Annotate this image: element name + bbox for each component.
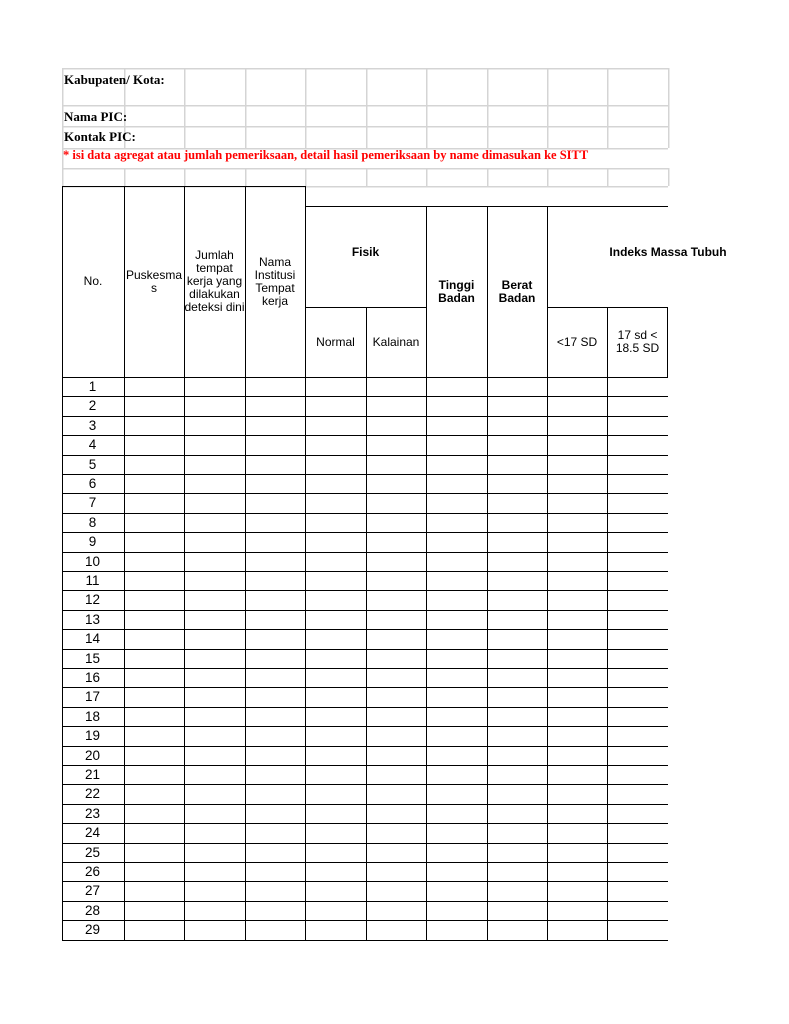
row-number: 5 — [88, 456, 97, 472]
row-number: 15 — [84, 650, 101, 666]
header-fisik: Fisik — [351, 245, 380, 259]
header-berat-badan: Berat Badan — [498, 277, 536, 305]
row-number: 21 — [84, 767, 101, 782]
row-number: 7 — [88, 495, 97, 511]
row-number: 24 — [84, 825, 101, 841]
header-nama-institusi: Nama Institusi Tempat kerja — [254, 254, 296, 308]
row-number: 4 — [88, 437, 97, 453]
header-lt17: <17 SD — [556, 334, 598, 349]
row-number: 23 — [84, 805, 101, 821]
row-number: 18 — [84, 708, 101, 724]
header-tinggi-badan: Tinggi Badan — [438, 277, 475, 305]
row-number: 11 — [85, 573, 100, 588]
row-number: 3 — [88, 417, 97, 433]
row-number: 1 — [88, 379, 97, 394]
row-number: 12 — [84, 592, 101, 608]
header-no: No. — [83, 274, 103, 288]
row-number: 28 — [84, 902, 101, 918]
row-number: 14 — [84, 631, 101, 647]
kontak-pic-label: Kontak PIC: — [64, 129, 136, 144]
row-number: 27 — [84, 883, 101, 899]
row-number: 25 — [84, 844, 101, 860]
header-puskesmas: Puskesmas — [125, 267, 183, 295]
header-kalainan: Kalainan — [372, 334, 420, 349]
row-number: 6 — [88, 476, 97, 491]
row-number: 26 — [84, 864, 101, 879]
header-17-to-18-5: 17 sd < 18.5 SD — [615, 328, 660, 355]
header-jumlah-tempat-kerja: Jumlah tempat kerja yang dilakukan deteksi dini — [184, 248, 245, 314]
spreadsheet — [62, 68, 727, 942]
row-number: 22 — [84, 786, 101, 802]
kabupaten-label: Kabupaten/ Kota: — [64, 72, 165, 87]
row-number: 9 — [88, 534, 97, 550]
row-number: 19 — [84, 728, 101, 744]
nama-pic-label: Nama PIC: — [64, 109, 128, 124]
row-number: 29 — [84, 922, 101, 938]
row-number: 17 — [84, 689, 101, 705]
header-indeks-massa-tubuh: Indeks Massa Tubuh — [609, 245, 727, 259]
header-normal: Normal — [316, 334, 355, 349]
row-number: 10 — [84, 553, 101, 569]
row-number: 13 — [84, 611, 101, 627]
instruction-note: * isi data agregat atau jumlah pemeriksaan, detail hasil pemeriksaan by name dimasukan ke SITT — [63, 148, 589, 162]
row-number: 20 — [84, 747, 101, 763]
row-number: 2 — [88, 398, 97, 414]
row-number: 8 — [88, 514, 97, 530]
row-number: 16 — [84, 670, 101, 685]
